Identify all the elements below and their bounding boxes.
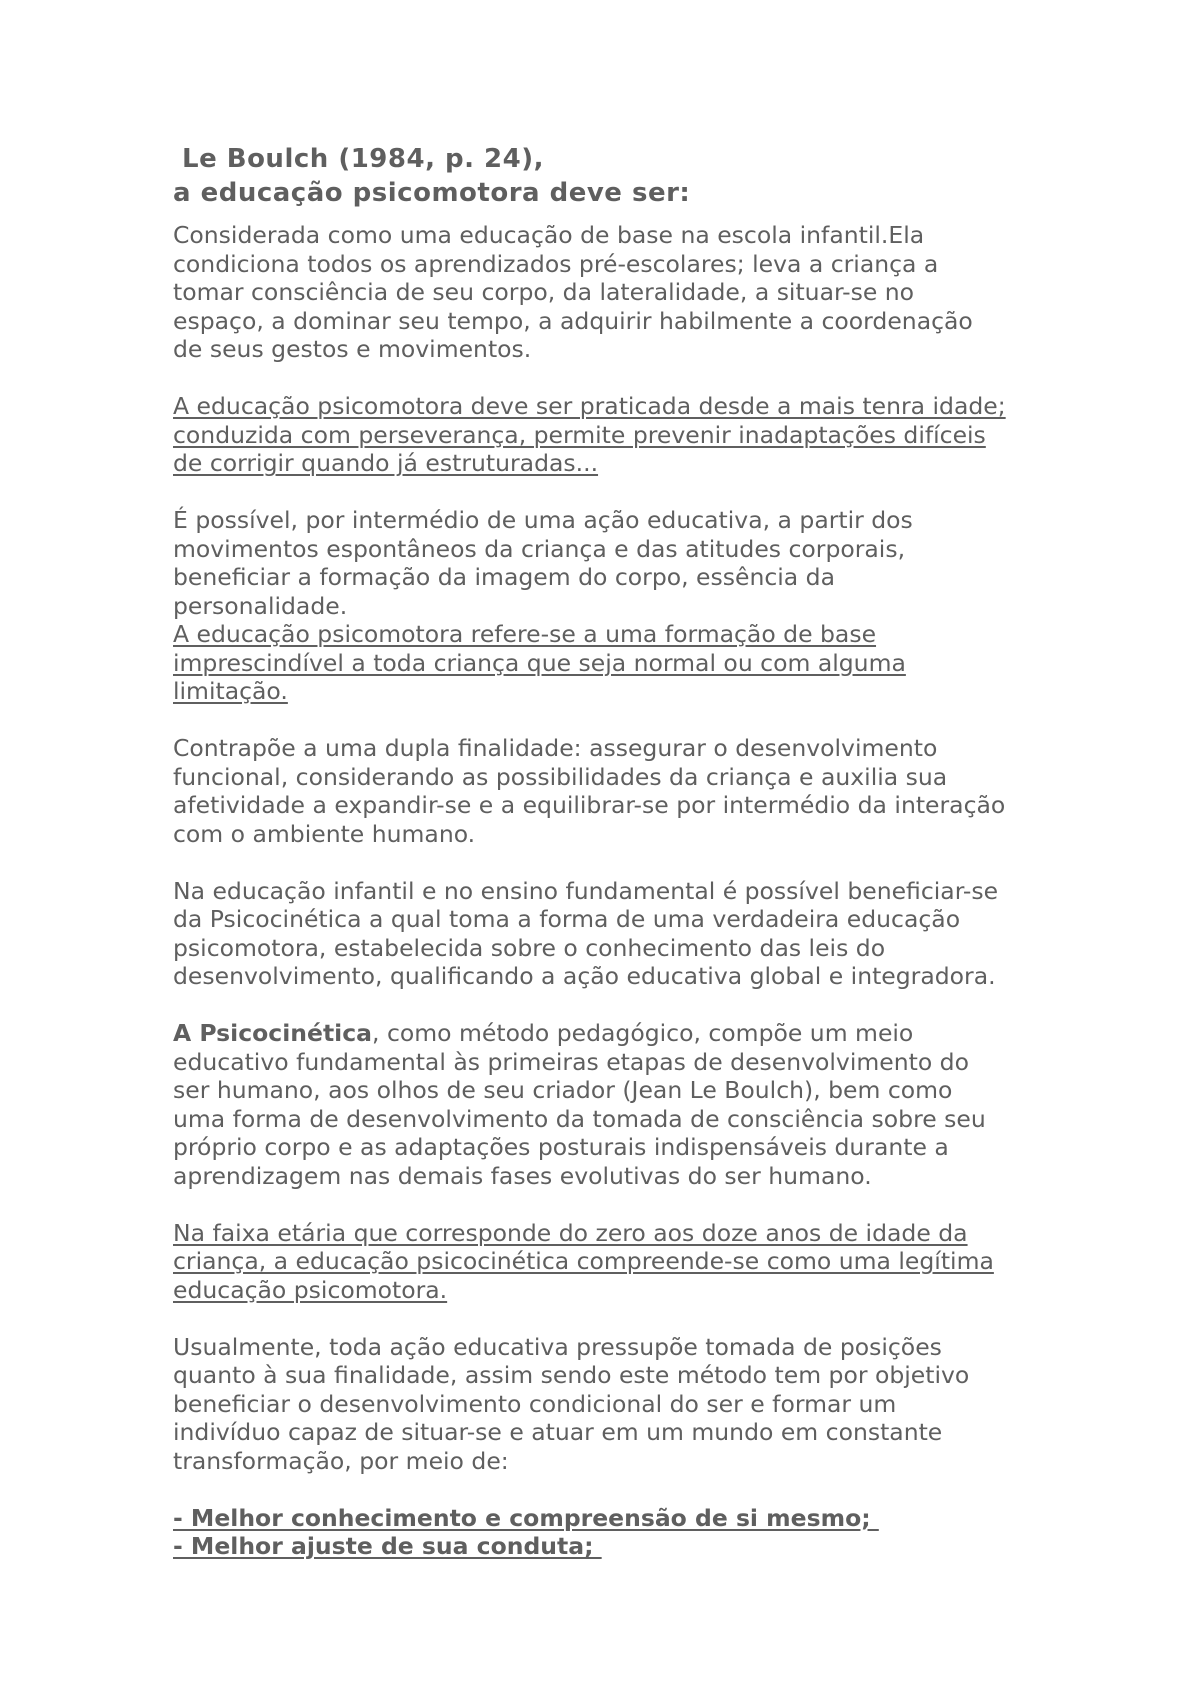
document-title	[173, 142, 1053, 176]
paragraph-7-rest: , como método pedagógico, compõe um meio educativo fundamental às primeiras etapas de desenvolvimento do ser humano, aos olhos de seu criador (Jean Le Boulch), bem como uma forma de desenvolvimento da tomada de consciência sobre seu próprio corpo e as adaptações posturais indispensáveis durante a aprendizagem nas demais fases evolutivas do ser humano.	[173, 1019, 986, 1190]
document-subtitle: a educação psicomotora deve ser:	[173, 178, 691, 208]
document-title-text: Le Boulch (1984, p. 24),	[182, 144, 544, 174]
document-body	[173, 142, 1053, 1561]
paragraph-4-underlined: A educação psicomotora refere-se a uma formação de base imprescindível a toda criança que seja normal ou com alguma limitação.	[173, 620, 906, 705]
paragraph-7-bold-lead: A Psicocinética	[173, 1019, 373, 1047]
list-item: - Melhor ajuste de sua conduta;	[173, 1532, 602, 1560]
objectives-list	[173, 1504, 1053, 1561]
paragraph-7	[173, 1019, 1053, 1190]
paragraph-2-underlined: A educação psicomotora deve ser praticada desde a mais tenra idade; conduzida com perseverança, permite prevenir inadaptações difíceis de corrigir quando já estruturadas...	[173, 392, 1006, 477]
paragraph-3: É possível, por intermédio de uma ação educativa, a partir dos movimentos espontâneos da criança e das atitudes corporais, beneficiar a formação da imagem do corpo, essência da personalidade.	[173, 506, 913, 620]
paragraph-5: Contrapõe a uma dupla finalidade: assegurar o desenvolvimento funcional, considerando as possibilidades da criança e auxilia sua afetividade a expandir-se e a equilibrar-se por intermédio da interação com o ambiente humano.	[173, 734, 1006, 848]
list-item: - Melhor conhecimento e compreensão de si mesmo;	[173, 1503, 879, 1532]
paragraph-1: Considerada como uma educação de base na escola infantil.Ela condiciona todos os aprendizados pré-escolares; leva a criança a tomar consciência de seu corpo, da lateralidade, a situar-se no espaço, a dominar seu tempo, a adquirir habilmente a coordenação de seus gestos e movimentos.	[173, 221, 973, 363]
paragraph-6: Na educação infantil e no ensino fundamental é possível beneficiar-se da Psicocinética a qual toma a forma de uma verdadeira educação psicomotora, estabelecida sobre o conhecimento das leis do desenvolvimento, qualificando a ação educativa global e integradora.	[173, 876, 999, 990]
paragraph-9: Usualmente, toda ação educativa pressupõe tomada de posições quanto à sua finalidade, assim sendo este método tem por objetivo beneficiar o desenvolvimento condicional do ser e formar um indivíduo capaz de situar-se e atuar em um mundo em constante transformação, por meio de:	[173, 1332, 970, 1475]
paragraph-8-underlined: Na faixa etária que corresponde do zero aos doze anos de idade da criança, a educação psicocinética compreende-se como uma legítima educação psicomotora.	[173, 1218, 994, 1304]
